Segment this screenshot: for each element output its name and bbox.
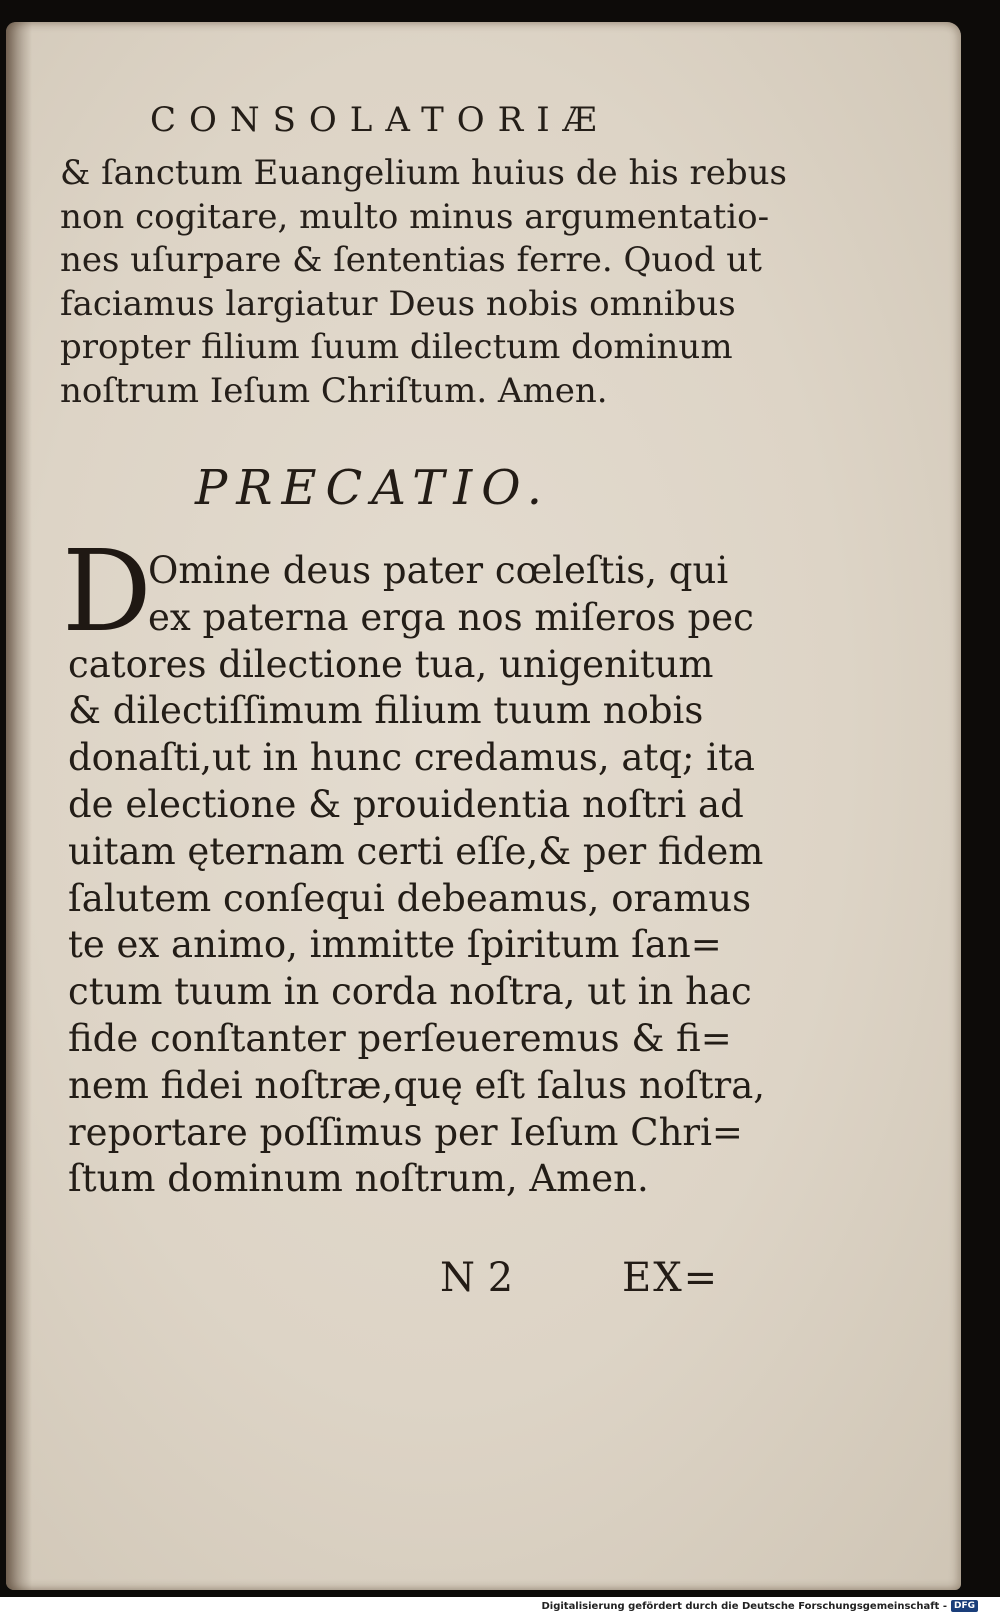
text-line: Omine deus pater cœleſtis, qui — [148, 549, 729, 592]
text-line: ex paterna erga nos miſeros pec — [148, 595, 754, 639]
text-line: fide conſtanter perſeueremus & fi= — [68, 1016, 732, 1060]
text-line: te ex animo, immitte ſpiritum ſan= — [68, 923, 722, 967]
running-head: CONSOLATORIÆ — [150, 100, 610, 140]
drop-cap: D — [62, 527, 152, 657]
text-line: nem fidei noſtræ,quę eſt ſalus noſtra, — [68, 1063, 766, 1107]
digitization-credit — [541, 1600, 978, 1612]
text-line: catores dilectione tua, unigenitum — [68, 642, 714, 686]
page-gutter-shadow — [6, 22, 32, 1590]
text-line: faciamus largiatur Deus nobis omnibus — [60, 283, 736, 324]
section-heading: PRECATIO. — [195, 460, 552, 516]
text-line: ctum tuum in corda noſtra, ut in hac — [68, 970, 752, 1014]
text-line: nes uſurpare & ſententias ferre. Quod ut — [60, 240, 762, 280]
text-line: uitam ęternam certi eſſe,& per fidem — [68, 829, 764, 873]
text-line: non cogitare, multo minus argumentatio- — [60, 196, 770, 237]
text-line: & ſanctum Euangelium huius de his rebus — [60, 153, 787, 193]
text-line: ſalutem conſequi debeamus, oramus — [68, 876, 752, 920]
prayer-text-block — [62, 527, 766, 1203]
text-line: donaſti,ut in hunc credamus, atq; ita — [68, 736, 755, 780]
text-line: & dilectiſſimum filium tuum nobis — [68, 689, 704, 733]
signature-mark: N 2 — [440, 1255, 514, 1301]
catchword: EX= — [622, 1255, 720, 1301]
text-line: ſtum dominum noſtrum, Amen. — [68, 1157, 649, 1201]
first-text-block — [60, 152, 787, 413]
text-line: reportare poſſimus per Ieſum Chri= — [68, 1110, 743, 1154]
text-line: de electione & prouidentia noſtri ad — [68, 782, 744, 826]
text-line: propter filium ſuum dilectum dominum — [60, 327, 733, 367]
dfg-logo: DFG — [951, 1600, 978, 1612]
text-line: noſtrum Ieſum Chriſtum. Amen. — [60, 370, 608, 411]
credit-text: Digitalisierung gefördert durch die Deutsche Forschungsgemeinschaft - — [541, 1600, 947, 1612]
